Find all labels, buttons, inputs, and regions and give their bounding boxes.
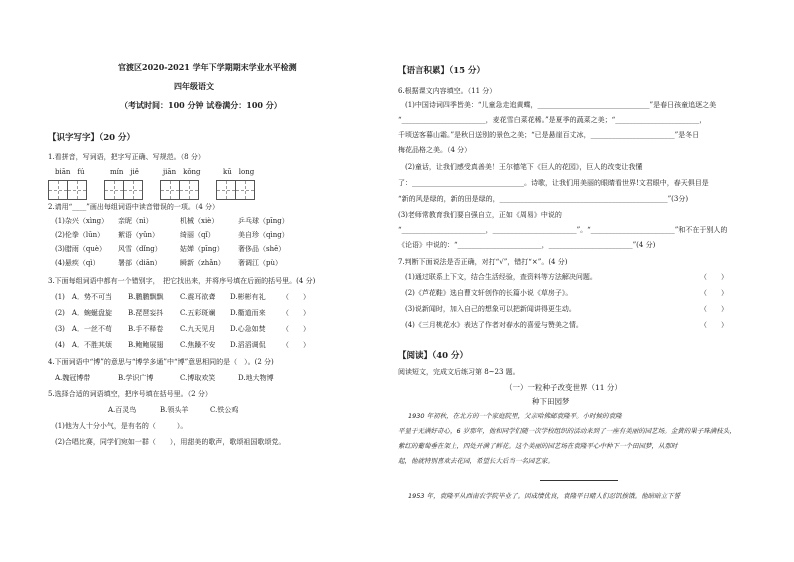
writing-box[interactable]: [123, 180, 143, 200]
q7-item: (1)通过联系上下文，结合生活经验，查资料等方法解决问题。: [405, 273, 597, 281]
q2-cell: 姑婵（pīng）: [180, 245, 224, 253]
pinyin-1: biān fú: [55, 168, 85, 176]
q2-cell: 美自珍（qìng）: [238, 231, 289, 239]
q2-cell: (2)伦拳（lūn）: [55, 231, 105, 239]
writing-box[interactable]: [67, 180, 87, 200]
answer-parens[interactable]: （ ）: [700, 305, 728, 313]
q2-cell: 机械（xiè）: [180, 217, 219, 225]
q2-cell: 绮丽（qǐ）: [180, 231, 215, 239]
q5-option: A.百灵鸟: [108, 406, 137, 414]
answer-parens[interactable]: （ ）: [282, 325, 310, 333]
q6-line: 了：________________________________。诗歌，让我们用美丽的眼睛看世界!文君眼中，春天俱目是: [398, 179, 709, 187]
question-5: 5.选择合适的词语填空，把序号填在括号里。（2 分）: [48, 390, 212, 398]
q5-option: B.领头羊: [160, 406, 189, 414]
q2-cell: 风雪（dǐng）: [118, 245, 162, 253]
q5-item-2: (2)合唱比赛，同学们宛如一群（ ），用甜美的歌声，歌颂祖国歌颂党。: [55, 438, 286, 446]
passage-part-title: （一）一粒种子改变世界（11 分）: [505, 383, 622, 392]
q2-cell: 乒乓球（pīng）: [238, 217, 289, 225]
q6-line: (3)老师常教育我们要自强自立，正如《周易》中说的: [398, 211, 562, 219]
exam-subject: 四年级语文: [174, 81, 214, 91]
story-paragraph: 紫红的葡萄垂在架上，四处开满了鲜花。这个美丽的园艺场在袁隆平心中种下一个田园梦，从那时: [398, 442, 678, 450]
q2-cell: 奢调江（pù）: [238, 259, 282, 267]
section-heading-accumulation: 【语言积累】（15 分）: [398, 66, 486, 76]
exam-title: 官渡区2020-2021 学年下学期期末学业水平检测: [118, 62, 297, 72]
story-paragraph: 平显于无满好奇心，6 岁那年，他和同学们随一次学校组织的活动来到了一座有美丽的园艺场。金黄的果子珠满枝头，: [398, 427, 736, 435]
q3-option: D.彬彬有礼: [230, 293, 266, 301]
q7-item: (4)《三月桃花水》表达了作者对春水的喜爱与赞美之情。: [405, 321, 583, 329]
q3-option: B.手不释卷: [128, 325, 164, 333]
story-paragraph: 起，他就特别喜欢去花园，希望长大后当一名园艺家。: [398, 457, 554, 465]
pinyin-3: jiān kǒng: [163, 168, 201, 176]
answer-parens[interactable]: （ ）: [700, 321, 728, 329]
q2-cell: (1)杂兴（xìng）: [55, 217, 109, 225]
q3-option: (3) A．一丝不苟: [55, 325, 112, 333]
q3-option: (4) A．不胜其烦: [55, 341, 112, 349]
q4-option: C.博取欢笑: [180, 374, 216, 382]
answer-parens[interactable]: （ ）: [282, 341, 310, 349]
q3-option: C.震耳欲聋: [180, 293, 216, 301]
q3-option: C.五彩斑斓: [180, 309, 216, 317]
question-7: 7.判断下面说法是否正确，对打“√”，错打“×”。(4 分): [398, 258, 568, 266]
q6-line: 梅花品格之美。（4 分）: [398, 146, 472, 154]
story-title: 种下田园梦: [532, 397, 570, 406]
section-divider: [540, 480, 618, 481]
q2-cell: (3)腊雨（què）: [55, 245, 107, 253]
reading-intro: 阅读短文，完成文后练习第 8~23 题。: [398, 368, 520, 376]
q6-line: (2)童话，让我们感受真善美！王尔德笔下《巨人的花园》，巨人的改变让我懂: [405, 163, 643, 171]
writing-box[interactable]: [216, 180, 236, 200]
q6-line: 千顷送客暮山霜。”是秋日送别的景色之美；“已是悬崖百丈冰，________________________”是冬日: [398, 131, 700, 139]
story-paragraph: 1953 年，袁隆平从西南农学院毕业了。因成绩优良，袁隆平日睹人们忍饥挨饿。他暗暗立下誓: [408, 492, 681, 500]
q5-item-1: (1)他为人十分小气，是有名的（ ）。: [55, 422, 188, 430]
q3-option: C.焦躁不安: [180, 341, 216, 349]
question-2: 2.请用“____”画出每组词语中读音错误的一项。（4 分）: [48, 203, 220, 211]
pinyin-2: mín jiě: [110, 168, 139, 176]
answer-parens[interactable]: （ ）: [700, 273, 728, 281]
q2-cell: 署部（diān）: [118, 259, 162, 267]
q2-cell: 亲昵（nì）: [118, 217, 153, 225]
q6-line: “新的风是绿的，新的田是绿的，________________________________________________”(3分): [398, 195, 689, 203]
section-heading-reading: 【阅读】（40 分）: [398, 351, 469, 361]
writing-box[interactable]: [104, 180, 124, 200]
q4-option: A.魏冠博带: [55, 374, 91, 382]
writing-box[interactable]: [235, 180, 255, 200]
q6-line: (1)中国诗词四季皆美：“儿童急走追黄蝶，________________________________”是春日孩童追逐之美: [405, 101, 717, 109]
q6-line: “________________________，________________________”。“________________________”和不在于别人的: [398, 226, 728, 234]
question-1: 1.看拼音，写词语，把字写正确、写规范。（8 分）: [48, 153, 205, 161]
writing-box[interactable]: [48, 180, 68, 200]
writing-box[interactable]: [160, 180, 180, 200]
q4-option: B.学识广博: [118, 374, 154, 382]
answer-parens[interactable]: （ ）: [282, 309, 310, 317]
q3-option: D.心急如焚: [230, 325, 266, 333]
q3-option: B.琵琶妄抖: [128, 309, 164, 317]
q6-line: 《论语》中说的：“________________________，________________________”(4 分): [398, 241, 656, 249]
q3-option: B.鲍鲍展翅: [128, 341, 164, 349]
q2-cell: 奢侈品（shē）: [238, 245, 286, 253]
exam-info: （考试时间：100 分钟 试卷满分：100 分）: [120, 100, 282, 110]
q3-option: (1) A．势不可当: [55, 293, 112, 301]
section-heading-literacy: 【识字写字】（20 分）: [48, 133, 136, 143]
q7-item: (3)说新闻时，加入自己的想象可以把新闻讲得更生动。: [405, 305, 576, 313]
question-6: 6.根据课文内容填空。（11 分）: [398, 87, 497, 95]
q6-line: “________________________，麦花雪白菜花稀。”是夏季的蔬菜之美；“________________________，: [398, 116, 707, 124]
q2-cell: 瞬新（zhǎn）: [180, 259, 225, 267]
answer-parens[interactable]: （ ）: [700, 289, 728, 297]
q3-option: C.九天见月: [180, 325, 216, 333]
q3-option: D.滔滔调侃: [230, 341, 266, 349]
q4-option: D.地大物博: [238, 374, 274, 382]
q7-item: (2)《芦花鞋》选自曹文轩创作的长篇小说《草房子》。: [405, 289, 573, 297]
q3-option: B.鹏鹏飘飘: [128, 293, 164, 301]
story-paragraph: 1930 年初秋，在北方的一个家庭院里，父亲哈佛邮袁隆平。小时候的袁隆: [408, 412, 622, 420]
answer-parens[interactable]: （ ）: [282, 293, 310, 301]
q2-cell: (4)悬疾（qì）: [55, 259, 100, 267]
question-3: 3.下面每组词语中都有一个错别字， 把它找出来，并将序号填在后面的括号里。(4 分): [48, 277, 316, 285]
q2-cell: 絮语（yǔn）: [118, 231, 159, 239]
q5-option: C.铁公鸡: [210, 406, 239, 414]
pinyin-4: kū long: [223, 168, 255, 176]
writing-box[interactable]: [179, 180, 199, 200]
question-4: 4.下面词语中“博”的意思与“博学多通”中“博”意思相同的是（ ）。(2 分): [48, 358, 274, 366]
q3-option: D.衢道而来: [230, 309, 266, 317]
q3-option: (2) A．蜿蜒盘旋: [55, 309, 112, 317]
